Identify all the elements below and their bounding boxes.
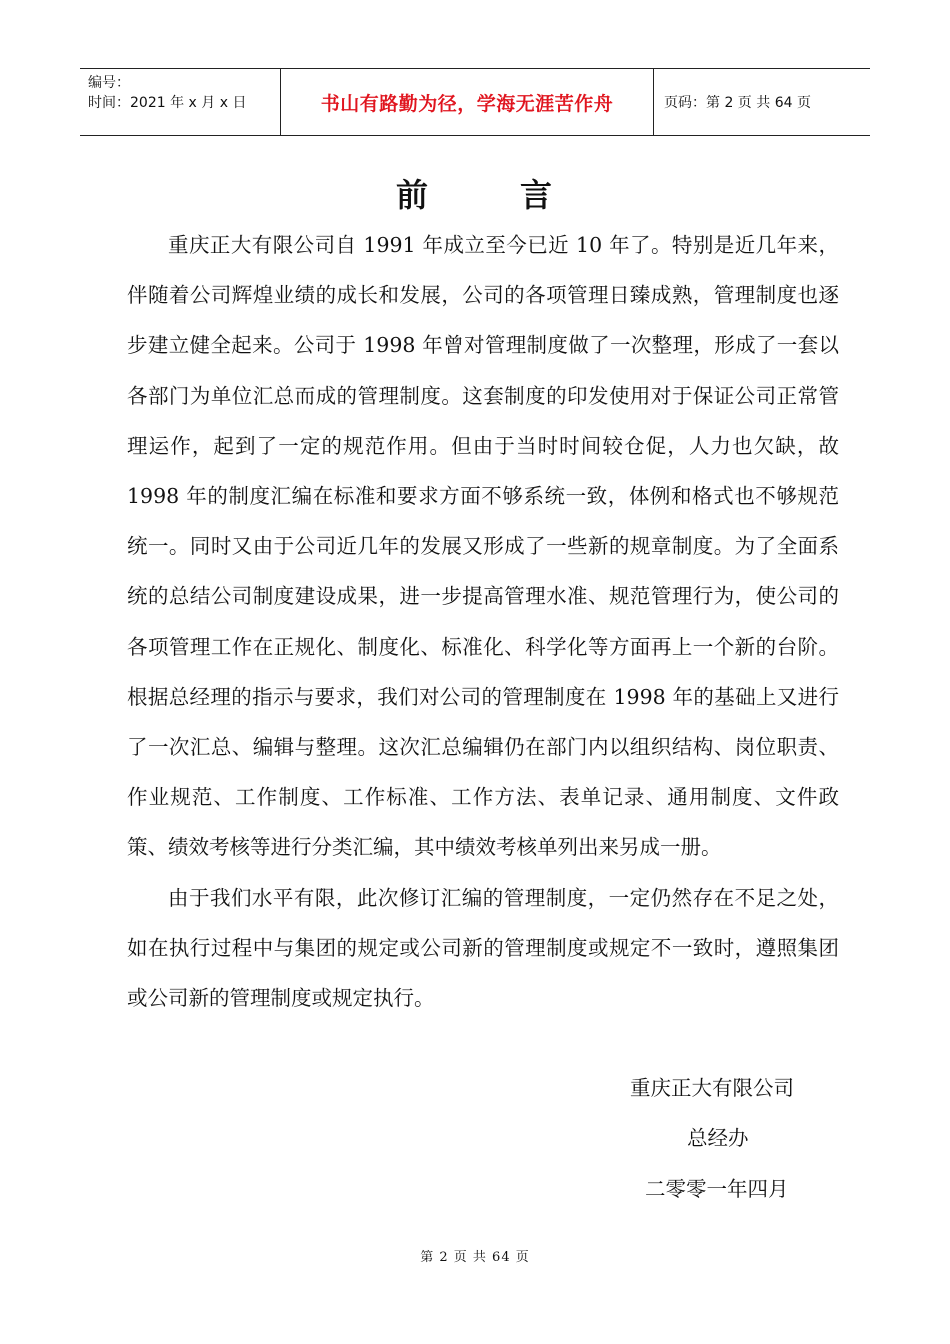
motto-text: 书山有路勤为径，学海无涯苦作舟 xyxy=(320,92,614,115)
document-header xyxy=(80,68,870,136)
page-title xyxy=(0,170,950,216)
header-meta xyxy=(80,69,281,135)
preface-body xyxy=(127,220,839,1023)
number-label: 编号： xyxy=(88,75,130,91)
header-motto xyxy=(281,69,654,135)
signature-date: 二零零一年四月 xyxy=(645,1177,789,1201)
signature-department: 总经办 xyxy=(687,1126,749,1150)
header-page-info xyxy=(654,69,870,135)
time-label: 时间：2021 年 x 月 x 日 xyxy=(88,95,247,111)
title-char-2: 言 xyxy=(520,176,555,214)
page-info-text: 页码：第 2 页 共 64 页 xyxy=(664,95,811,111)
paragraph-2: 由于我们水平有限，此次修订汇编的管理制度，一定仍然存在不足之处，如在执行过程中与集团的规定或公司新的管理制度或规定不一致时，遵照集团或公司新的管理制度或规定执行。 xyxy=(127,885,839,1011)
title-char-1: 前 xyxy=(395,176,430,214)
page-footer: 第 2 页 共 64 页 xyxy=(420,1250,530,1265)
signature-company: 重庆正大有限公司 xyxy=(630,1076,794,1100)
paragraph-1: 重庆正大有限公司自 1991 年成立至今已近 10 年了。特别是近几年来，伴随着公司辉煌业绩的成长和发展，公司的各项管理日臻成熟，管理制度也逐步建立健全起来。公司于 1998 年曾对管理制度做了一次整理，形成了一套以各部门为单位汇总而成的管理制度。这套制度的印发使用对于保证公司正常管理运作，起到了一定的规范作用。但由于当时时间较仓促，人力也欠缺，故 1998 年的制度汇编在标准和要求方面不够系统一致，体例和格式也不够规范统一。同时又由于公司近几年的发展又形成了一些新的规章制度。为了全面系统的总结公司制度建设成果，进一步提高管理水准、规范管理行为，使公司的各项管理工作在正规化、制度化、标准化、科学化等方面再上一个新的台阶。根据总经理的指示与要求，我们对公司的管理制度在 1998 年的基础上又进行了一次汇总、编辑与整理。这次汇总编辑仍在部门内以组织结构、岗位职责、作业规范、工作制度、工作标准、工作方法、表单记录、通用制度、文件政策、绩效考核等进行分类汇编，其中绩效考核单列出来另成一册。 xyxy=(127,233,839,860)
